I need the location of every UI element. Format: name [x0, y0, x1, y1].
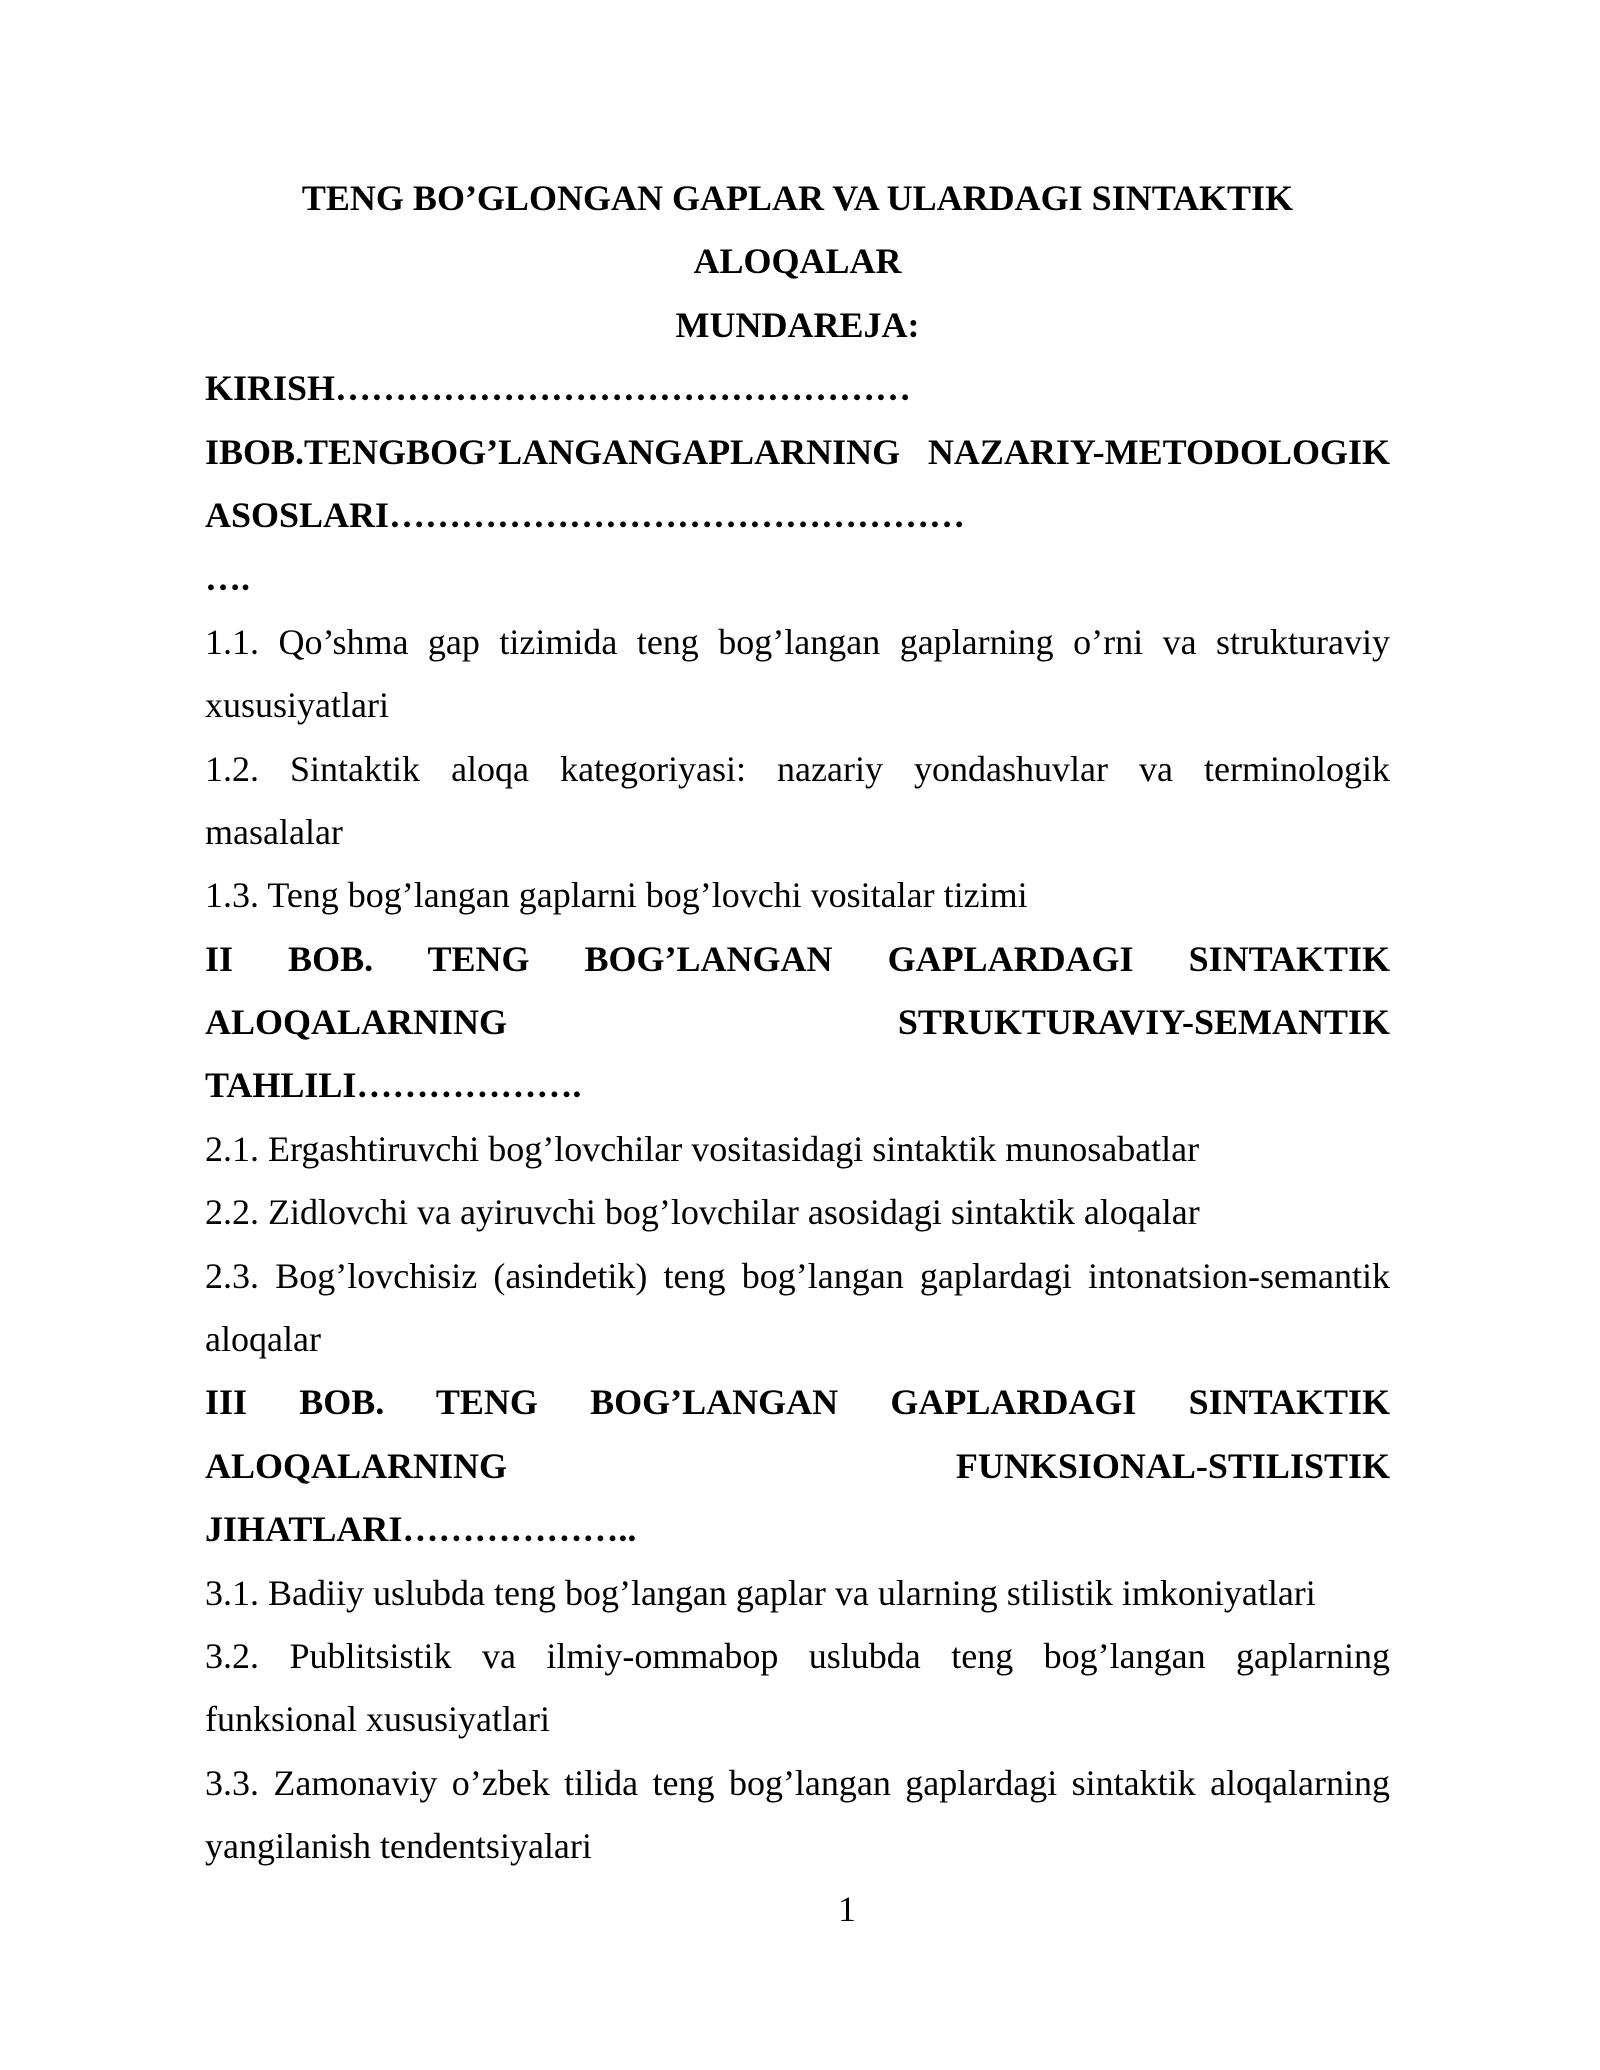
toc-entry-2-2: 2.2. Zidlovchi va ayiruvchi bog’lovchilar asosidagi sintaktik aloqalar [205, 1192, 1200, 1233]
page-number: 1 [838, 1889, 856, 1929]
toc-entry-chapter2-line3: TAHLILI………………. [205, 1065, 582, 1106]
toc-entry-chapter3-line2: ALOQALARNING FUNKSIONAL-STILISTIK [205, 1445, 1390, 1486]
toc-entry-2-3-line2: aloqalar [205, 1319, 321, 1360]
toc-entry-chapter2-line2: ALOQALARNING STRUKTURAVIY-SEMANTIK [205, 1002, 1390, 1043]
toc-entry-kirish: KIRISH………………………………………… [205, 368, 912, 409]
toc-entry-chapter2-line1: II BOB. TENG BOG’LANGAN GAPLARDAGI SINTAKTIK [205, 938, 1390, 979]
toc-entry-2-3-line1: 2.3. Bog’lovchisiz (asindetik) teng bog’langan gaplardagi intonatsion-semantik [205, 1255, 1390, 1296]
toc-entry-chapter3-line3: JIHATLARI……………….. [205, 1509, 637, 1550]
toc-entry-1-2-line1: 1.2. Sintaktik aloqa kategoriyasi: nazariy yondashuvlar va terminologik [205, 748, 1390, 789]
toc-entry-chapter1-line1: IBOB.TENGBOG’LANGANGAPLARNING NAZARIY-METODOLOGIK [205, 431, 1390, 472]
toc-entry-2-1: 2.1. Ergashtiruvchi bog’lovchilar vositasidagi sintaktik munosabatlar [205, 1128, 1200, 1169]
title-line-2: ALOQALAR [693, 241, 902, 282]
toc-entry-1-1-line1: 1.1. Qo’shma gap tizimida teng bog’langan gaplarning o’rni va strukturaviy [205, 621, 1390, 662]
toc-entry-3-3-line1: 3.3. Zamonaviy o’zbek tilida teng bog’langan gaplardagi sintaktik aloqalarning [205, 1762, 1390, 1803]
toc-entry-1-3: 1.3. Teng bog’langan gaplarni bog’lovchi vositalar tizimi [205, 875, 1028, 916]
toc-entry-1-1-line2: xususiyatlari [205, 685, 389, 726]
title-line-1: TENG BO’GLONGAN GAPLAR VA ULARDAGI SINTAKTIK [301, 178, 1294, 218]
toc-entry-chapter1-line2: ASOSLARI………………………………………… [205, 494, 966, 535]
toc-entry-3-3-line2: yangilanish tendentsiyalari [205, 1826, 592, 1867]
toc-entry-3-1: 3.1. Badiiy uslubda teng bog’langan gaplar va ularning stilistik imkoniyatlari [205, 1572, 1316, 1613]
toc-entry-chapter3-line1: III BOB. TENG BOG’LANGAN GAPLARDAGI SINTAKTIK [205, 1382, 1390, 1423]
toc-text-block [205, 167, 1390, 1879]
contents-heading: MUNDAREJA: [675, 304, 920, 345]
toc-entry-chapter1-line3: …. [205, 558, 250, 599]
toc-entry-1-2-line2: masalalar [205, 811, 343, 852]
toc-entry-3-2-line1: 3.2. Publitsistik va ilmiy-ommabop uslubda teng bog’langan gaplarning [205, 1635, 1390, 1676]
toc-entry-3-2-line2: funksional xususiyatlari [205, 1699, 550, 1740]
